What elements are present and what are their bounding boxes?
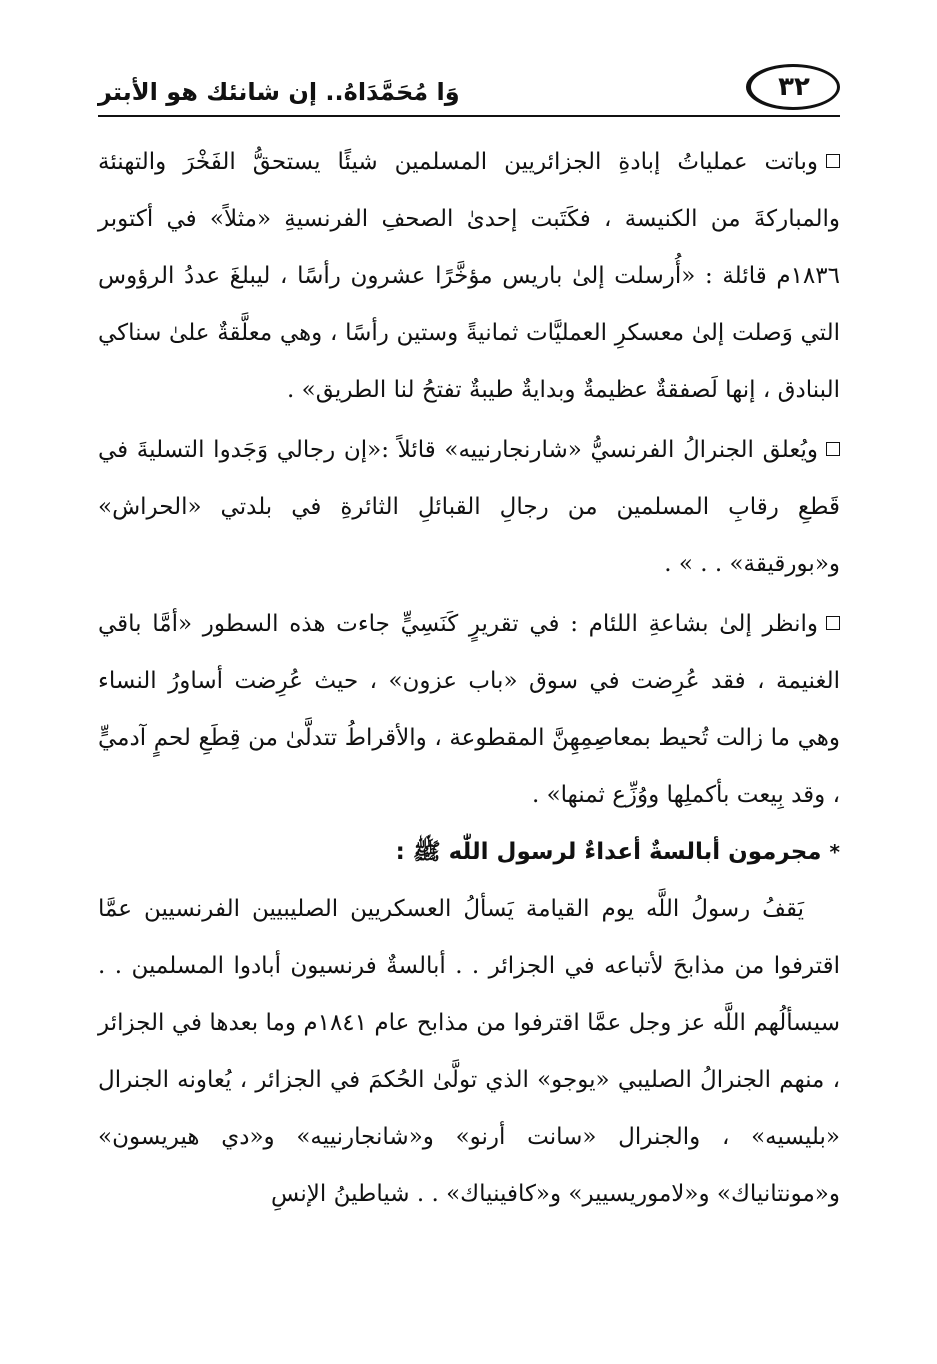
page-number: ٣٢ (778, 72, 810, 102)
square-bullet-icon (826, 616, 840, 630)
square-bullet-icon (826, 442, 840, 456)
paragraph-text: وانظر إلىٰ بشاعةِ اللئام : في تقريرٍ كَنَسِيٍّ جاءت هذه السطور «أمَّا باقي الغنيمة ، فقد عُرِضت في سوق «باب عزون» ، حيث عُرِضت أساورُ النساء وهي ما زالت تُحيط بمعاصِمِهِنَّ المقطوعة ، والأقراطُ تتدلَّىٰ من قِطَعِ لحمٍ آدميٍّ ، وقد بِيعت بأكملِها ووُزِّع ثمنها» . (98, 611, 840, 808)
star-icon: * (829, 840, 840, 864)
paragraph-text: يَقفُ رسولُ اللَّه يوم القيامة يَسألُ العسكريين الصليبيين الفرنسيين عمَّا اقترفوا من مذابحَ لأتباعه في الجزائر . . أبالسةٌ فرنسيون أبادوا المسلمين . . سيسألُهم اللَّه عز وجل عمَّا اقترفوا من مذابح عام ١٨٤١م وما بعدها في الجزائر ، منهم الجنرالُ الصليبي «يوجو» الذي تولَّىٰ الحُكمَ في الجزائر ، يُعاونه الجنرال «بليسيه» ، والجنرال «سانت أرنو» و«شانجارنييه» و«دي هيريسون» و«مونتانياك» و«لاموريسيير» و«كافينياك» . . شياطينُ الإنسِ (98, 896, 840, 1207)
paragraph-text: ويُعلق الجنرالُ الفرنسيُّ «شارنجارنييه» قائلاً :«إن رجالي وَجَدوا التسليةَ في قَطعِ رقابِ المسلمين من رجالِ القبائلِ الثائرةِ في بلدتي «الحراش» و«بورقيقة» . . » . (98, 437, 840, 577)
paragraph-text: وباتت عملياتُ إبادةِ الجزائريين المسلمين شيئًا يستحقُّ الفَخْرَ والتهنئة والمباركةَ من الكنيسة ، فكَتَبت إحدىٰ الصحفِ الفرنسيةِ «مثلاً» في أكتوبر ١٨٣٦م قائلة : «أُرسلت إلىٰ باريس مؤخَّرًا عشرون رأسًا ، ليبلغَ عددُ الرؤوس التي وَصلت إلىٰ معسكرِ العمليَّات ثمانيةً وستين رأسًا ، وهي معلَّقةٌ علىٰ سناكي البنادق ، إنها لَصفقةٌ عظيمةٌ وبدايةٌ طيبةٌ تفتحُ لنا الطريق» . (98, 149, 840, 403)
section-heading-text: مجرمون أبالسةٌ أعداءٌ لرسول اللّٰه ﷺ : (395, 839, 822, 865)
section-heading (98, 824, 840, 881)
page-number-oval (746, 64, 840, 110)
page-body (98, 134, 840, 1223)
page-header (98, 62, 840, 124)
paragraph-4 (98, 881, 840, 1223)
header-divider (98, 115, 840, 117)
paragraph-3 (98, 596, 840, 824)
paragraph-1 (98, 134, 840, 419)
square-bullet-icon (826, 154, 840, 168)
paragraph-2 (98, 422, 840, 593)
running-title: وَا مُحَمَّدَاهُ.. إن شانئك هو الأبتر (98, 78, 460, 106)
